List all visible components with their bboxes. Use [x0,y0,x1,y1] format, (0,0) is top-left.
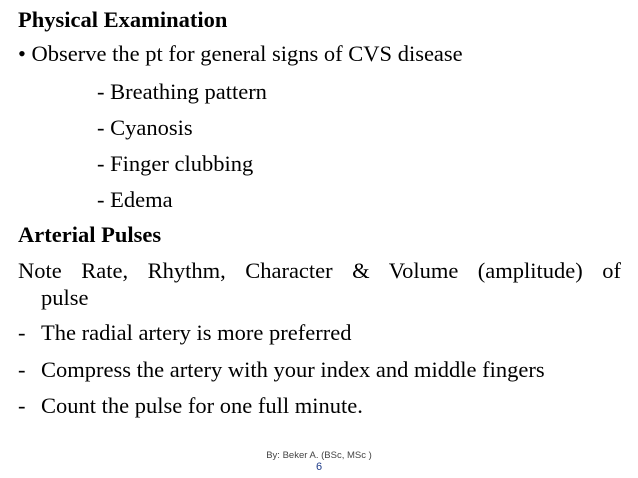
dash-marker: - [18,393,26,418]
sub-item-finger-clubbing: - Finger clubbing [97,151,254,176]
intro-line-2: pulse [41,285,89,310]
dash-marker: - [18,357,26,382]
dash-marker: - [18,320,26,345]
sub-item-breathing-pattern: - Breathing pattern [97,79,267,104]
dash-item-text: Compress the artery with your index and middle fingers [41,357,545,382]
page-number: 6 [315,461,323,473]
sub-item-cyanosis: - Cyanosis [97,115,193,140]
section-heading-arterial-pulses: Arterial Pulses [18,222,162,247]
sub-item-edema: - Edema [97,187,173,212]
section-heading-physical-examination: Physical Examination [18,7,228,32]
intro-line-1: Note Rate, Rhythm, Character & Volume (amplitude) of [18,258,621,283]
bullet-text: Observe the pt for general signs of CVS disease [31,41,463,66]
bullet-observe [18,41,463,67]
footer-credit: By: Beker A. (BSc, MSc ) [266,450,372,461]
dash-item-text: Count the pulse for one full minute. [41,393,363,418]
bullet-marker: • [18,41,26,66]
dash-item-text: The radial artery is more preferred [41,320,352,345]
